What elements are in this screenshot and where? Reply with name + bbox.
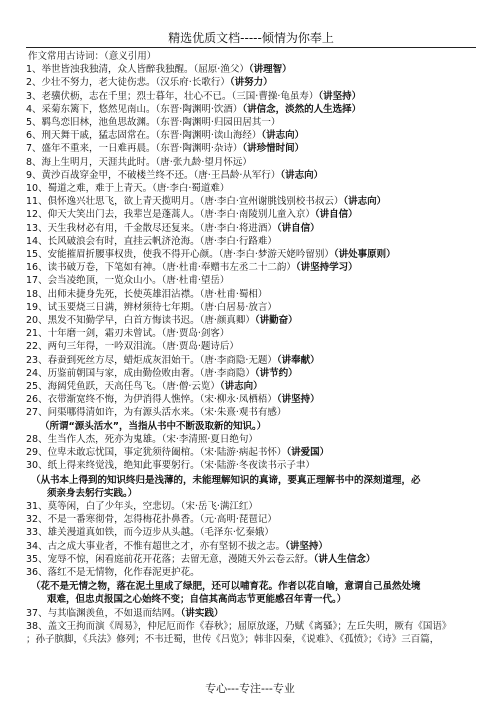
theme-tag: （讲志向） <box>343 196 387 208</box>
poem-text: 两句三年得，一吟双泪流。（唐·贾岛·题诗后） <box>47 341 239 353</box>
item-number: 22、 <box>26 341 48 353</box>
theme-tag: （讲奉献） <box>276 354 320 366</box>
poem-text: 出师未捷身先死，长使英雄泪沾襟。（唐·杜甫·蜀相） <box>47 288 268 300</box>
poem-text: 不是一番寒彻骨，怎得梅花扑鼻香。（元·高明·琵琶记） <box>47 514 277 526</box>
theme-tag: （讲爱国） <box>286 447 330 459</box>
explanation-note: （所谓“源头活水”，当指从书中不断汲取新的知识。） <box>40 420 267 432</box>
theme-tag: （讲志向） <box>219 381 263 393</box>
poem-item <box>26 433 476 446</box>
poem-item <box>26 459 476 472</box>
poem-text: 会当凌绝顶，一览众山小。（唐·杜甫·望岳） <box>47 275 230 287</box>
poem-text: 宠辱不惊，闲看庭前花开花落；去留无意，漫随天外云卷云舒。 <box>47 553 314 565</box>
poem-item <box>26 367 476 380</box>
item-number: 12、 <box>26 209 48 221</box>
poem-text: 莫等闲，白了少年头，空悲切。（宋·岳飞·满江红） <box>47 500 258 512</box>
poem-text: 举世皆浊我独清，众人皆醉我独醒。（屈原·渔父） <box>41 64 249 76</box>
item-number: 35、 <box>26 553 48 565</box>
poem-item <box>26 566 476 579</box>
poem-text: 蜀道之难，难于上青天。（唐·李白·蜀道难） <box>47 183 230 195</box>
poem-item <box>26 182 476 195</box>
item-number: 15、 <box>26 249 48 261</box>
poem-text: 刑天舞干戚，猛志固常在。（东晋·陶渊明·读山海经） <box>41 130 262 142</box>
theme-tag: （讲坚持学习） <box>295 262 358 274</box>
item-number: 13、 <box>26 222 48 234</box>
item-number: 17、 <box>26 275 48 287</box>
poem-item <box>26 248 476 261</box>
poem-item <box>26 274 476 287</box>
item-number: 34、 <box>26 540 48 552</box>
poem-item <box>26 103 476 116</box>
poem-text: 安能摧眉折腰事权贵，使我不得开心颜。（唐·李白·梦游天姥吟留别） <box>47 249 334 261</box>
item-number: 24、 <box>26 367 48 379</box>
item-number: 26、 <box>26 394 48 406</box>
poem-item <box>26 513 476 526</box>
footer-text: 专心---专注---专业 <box>205 682 295 695</box>
item-number: 11、 <box>26 196 48 208</box>
theme-tag: （讲珍惜时间） <box>242 143 305 155</box>
poem-item <box>26 314 476 327</box>
poem-item <box>26 90 476 103</box>
theme-tag: （讲志向） <box>261 130 305 142</box>
poem-text: 春蚕到死丝方尽，蜡炬成灰泪始干。（唐·李商隐·无题） <box>47 354 277 366</box>
poem-item <box>26 526 476 539</box>
item-number: 1、 <box>26 64 42 76</box>
poem-text: 问渠哪得清如许，为有源头活水来。（宋·朱熹·观书有感） <box>47 407 287 419</box>
poem-text: 海阔凭鱼跃，天高任鸟飞。（唐·僧·云览） <box>47 381 220 393</box>
poem-item <box>26 195 476 208</box>
poem-item <box>26 63 476 76</box>
item-number: 5、 <box>26 117 42 129</box>
item-number: 3、 <box>26 90 42 102</box>
poem-text: 少壮不努力，老大徒伤悲。（汉乐府·长歌行） <box>41 77 230 89</box>
poem-text: 生当作人杰，死亦为鬼雄。（宋·李清照·夏日绝句） <box>47 433 258 445</box>
item-number: 16、 <box>26 262 48 274</box>
page-header <box>26 30 476 48</box>
poem-text: 海上生明月，天涯共此时。（唐·张九龄·望月怀远） <box>41 156 252 168</box>
theme-tag: （讲勤奋） <box>254 315 298 327</box>
header-title: 精选优质文档-----倾情为你奉上 <box>168 31 334 45</box>
document-body <box>26 50 476 646</box>
theme-tag: （讲坚持） <box>276 394 320 406</box>
explanation-note: （从书本上得到的知识终归是浅薄的，未能理解知识的真谛，要真正理解书中的深刻道理，必 <box>31 474 421 486</box>
poem-item <box>26 540 476 553</box>
poem-text: 位卑未敢忘忧国，事定犹须待阖棺。（宋·陆游·病起书怀） <box>47 447 287 459</box>
item-number: 8、 <box>26 156 42 168</box>
item-number: 25、 <box>26 381 48 393</box>
poem-item <box>26 301 476 314</box>
item-number: 27、 <box>26 407 48 419</box>
theme-tag: （讲坚持） <box>318 90 362 102</box>
poem-item <box>26 393 476 406</box>
poem-item <box>26 406 476 419</box>
poem-text: 天生我材必有用，千金散尽还复来。（唐·李白·将进酒） <box>47 222 277 234</box>
poem-text: 历鉴前朝国与家，成由勤俭败由奢。（唐·李商隐） <box>47 367 255 379</box>
poem-item <box>26 288 476 301</box>
poem-item <box>26 156 476 169</box>
poem-text: 十年磨一剑，霜刃未曾试。（唐·贾岛·剑客） <box>47 328 230 340</box>
poem-text: 采菊东篱下，悠然见南山。（东晋·陶渊明·饮酒） <box>41 103 243 115</box>
poem-item <box>26 620 476 633</box>
item-number: 30、 <box>26 460 48 472</box>
page-footer <box>0 682 500 696</box>
theme-tag: （讲志向） <box>280 169 324 181</box>
item-number: 32、 <box>26 514 48 526</box>
poem-text: 羁鸟恋旧林，池鱼思故渊。（东晋·陶渊明·归园田居其一） <box>41 117 281 129</box>
poem-item <box>26 116 476 129</box>
poem-item <box>26 340 476 353</box>
theme-tag: （讲人生信念） <box>313 553 376 565</box>
item-number: 10、 <box>26 183 48 195</box>
poem-text: 与其临渊羡鱼，不如退而结网。 <box>47 607 181 619</box>
item-number: 18、 <box>26 288 48 300</box>
poem-text: 黑发不知勤学早，白首方悔读书迟。（唐·颜真卿） <box>47 315 255 327</box>
item-number: 29、 <box>26 447 48 459</box>
poem-text: 落红不是无情物，化作春泥更护花。 <box>47 566 200 578</box>
explanation-note: （花不是无情之物，落在泥土里成了绿肥，还可以哺育花。作者以花自喻，意谓自己虽然处境 <box>31 581 421 593</box>
poem-item <box>26 129 476 142</box>
theme-tag: （讲坚持） <box>285 540 328 552</box>
poem-text: 纸上得来终觉浅，绝知此事要躬行。（宋·陆游·冬夜读书示子聿） <box>47 460 315 472</box>
document-heading: 作文常用古诗词：（意义引用） <box>28 51 157 62</box>
theme-tag: （讲处事原则） <box>333 249 396 261</box>
poem-item <box>26 354 476 367</box>
poem-text: 雄关漫道真如铁，而今迈步从头越。（毛泽东·忆秦娥） <box>47 527 274 539</box>
poem-text: 黄沙百战穿金甲，不破楼兰终不还。（唐·王昌龄·从军行） <box>41 169 281 181</box>
poem-item <box>26 222 476 235</box>
poem-item <box>26 553 476 566</box>
poem-item <box>26 208 476 221</box>
item-number: 21、 <box>26 328 48 340</box>
poem-item <box>26 327 476 340</box>
poem-item <box>26 446 476 459</box>
theme-tag: （讲自信） <box>314 209 358 221</box>
item-number: 2、 <box>26 77 42 89</box>
poem-text: 衣带渐宽终不悔，为伊消得人憔悴。（宋·柳永·凤栖梧） <box>47 394 277 406</box>
poem-text: 老骥伏枥，志在千里；烈士暮年，壮心不已。（三国·曹操·龟虽寿） <box>41 90 319 102</box>
item-number: 19、 <box>26 301 48 313</box>
item-number: 9、 <box>26 169 42 181</box>
item-number: 36、 <box>26 566 48 578</box>
item-number: 31、 <box>26 500 48 512</box>
item-number: 20、 <box>26 315 48 327</box>
theme-tag: （讲自信） <box>276 222 320 234</box>
theme-tag: （讲信念，淡然的人生选择） <box>242 103 362 115</box>
poem-item <box>26 607 476 620</box>
item-number: 23、 <box>26 354 48 366</box>
poem-item <box>26 380 476 393</box>
poem-item <box>26 76 476 89</box>
poem-text: 长风破浪会有时，直挂云帆济沧海。（唐·李白·行路难） <box>47 235 277 247</box>
theme-tag: （讲实践） <box>180 607 224 619</box>
item-number: 28、 <box>26 433 48 445</box>
explanation-note: 须亲身去躬行实践。） <box>47 487 138 499</box>
item-number: 37、 <box>26 607 48 619</box>
poem-item <box>26 261 476 274</box>
poem-text: 盛年不重来，一日难再晨。（东晋·陶渊明·杂诗） <box>41 143 243 155</box>
poem-text-continued: ；孙子膑脚，《兵法》修列；不韦迁蜀，世传《吕览》；韩非囚秦，《说难》、《孤愤》；《诗》三百篇， <box>26 633 440 645</box>
poem-text: 试玉要烧三日满，辨材须待七年期。（唐·白居易·放言） <box>47 301 277 313</box>
poem-text: 俱怀逸兴壮思飞，欲上青天揽明月。（唐·李白·宣州谢朓饯别校书叔云） <box>47 196 344 208</box>
item-number: 33、 <box>26 527 48 539</box>
poem-text: 仰天大笑出门去，我辈岂是蓬蒿人。（唐·李白·南陵别儿童入京） <box>47 209 315 221</box>
theme-tag: （讲节约） <box>254 367 298 379</box>
poem-item <box>26 142 476 155</box>
item-number: 14、 <box>26 235 48 247</box>
poem-item <box>26 235 476 248</box>
item-number: 38、 <box>26 620 48 632</box>
theme-tag: （讲努力） <box>229 77 273 89</box>
poem-item <box>26 169 476 182</box>
item-number: 4、 <box>26 103 42 115</box>
poem-item <box>26 500 476 513</box>
item-number: 6、 <box>26 130 42 142</box>
theme-tag: （讲理智） <box>248 64 292 76</box>
explanation-note: 艰难，但忠贞报国之心始终不变；自信其高尚志节更能感召年青一代。） <box>47 594 347 606</box>
item-number: 7、 <box>26 143 42 155</box>
poem-text: 读书破万卷，下笔如有神。（唐·杜甫·奉赠韦左丞二十二韵） <box>47 262 296 274</box>
poem-text: 盖文王拘而演《周易》，仲尼厄而作《春秋》；屈原放逐，乃赋《离骚》；左丘失明，厥有《国语》 <box>47 620 452 632</box>
poem-text: 古之成大事业者，不惟有超世之才，亦有坚韧不拔之志。 <box>47 540 286 552</box>
